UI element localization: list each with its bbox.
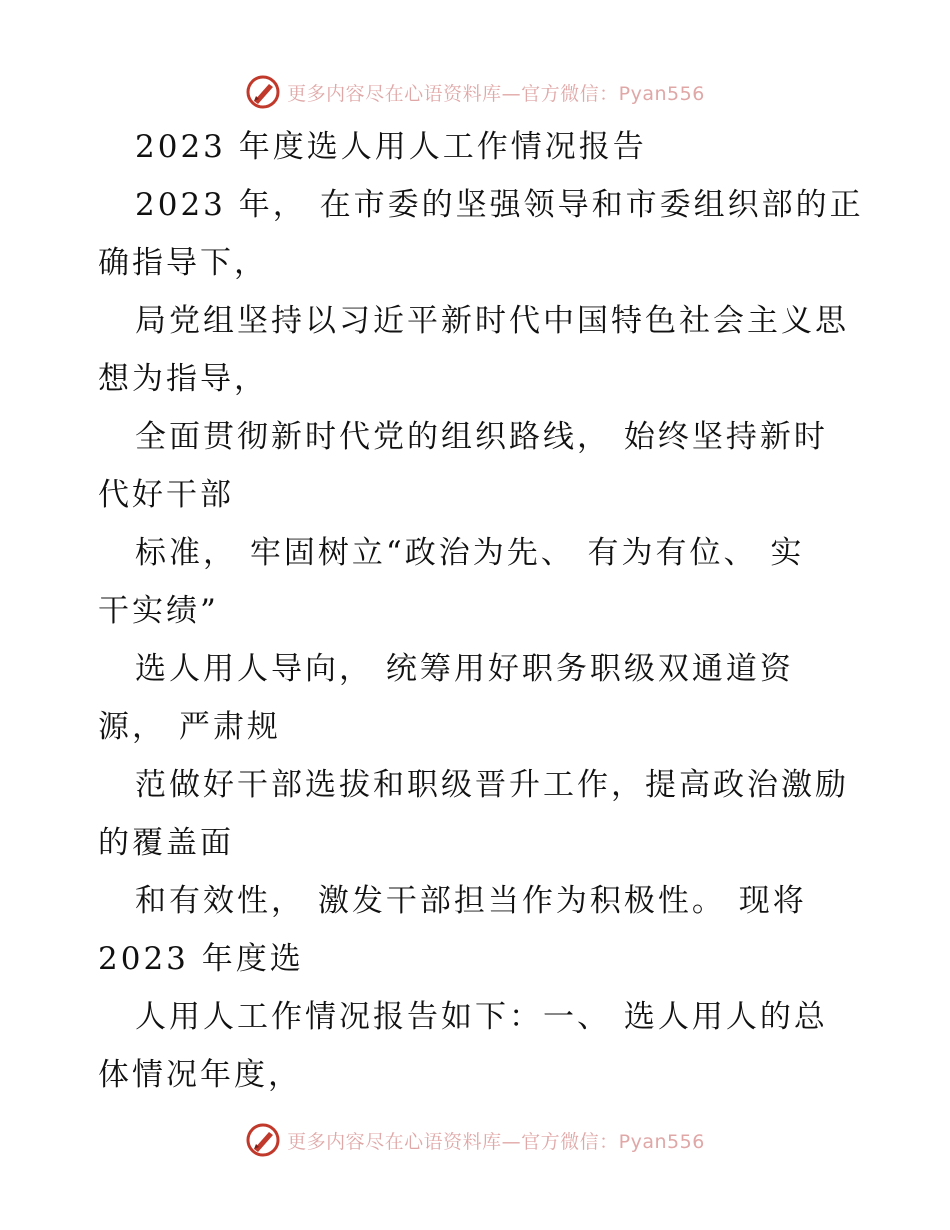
text-line: 确指导下， [98,245,268,281]
watermark-text: 更多内容尽在心语资料库—官方微信：Pyan556 [287,82,705,105]
text-line: 和有效性， 激发干部担当作为积极性。 现将 [135,883,807,919]
text-line: 人用人工作情况报告如下：一、 选人用人的总 [135,999,828,1035]
text-line: 代好干部 [98,477,234,513]
text-line: 标准， 牢固树立“政治为先、 有为有位、 实 [135,535,805,571]
text-line: 的覆盖面 [98,825,234,861]
text-line: 范做好干部选拔和职级晋升工作，提高政治激励 [135,767,849,803]
text-line: 2023 年度选 [98,941,304,977]
text-line: 干实绩” [98,593,219,629]
text-line: 2023 年， 在市委的坚强领导和市委组织部的正 [135,187,864,223]
watermark-text: 更多内容尽在心语资料库—官方微信：Pyan556 [287,1130,705,1153]
text-line: 2023 年度选人用人工作情况报告 [135,129,647,165]
text-line: 源， 严肃规 [98,709,281,745]
pen-logo-icon [245,74,281,110]
header-watermark [0,72,950,112]
text-line: 局党组坚持以习近平新时代中国特色社会主义思 [135,303,849,339]
text-line: 体情况年度， [98,1057,302,1093]
text-line: 全面贯彻新时代党的组织路线， 始终坚持新时 [135,419,828,455]
text-line: 选人用人导向， 统筹用好职务职级双通道资 [135,651,794,687]
text-line: 想为指导， [98,361,268,397]
document-body [98,118,864,1104]
footer-watermark [0,1120,950,1160]
pen-logo-icon [245,1122,281,1158]
